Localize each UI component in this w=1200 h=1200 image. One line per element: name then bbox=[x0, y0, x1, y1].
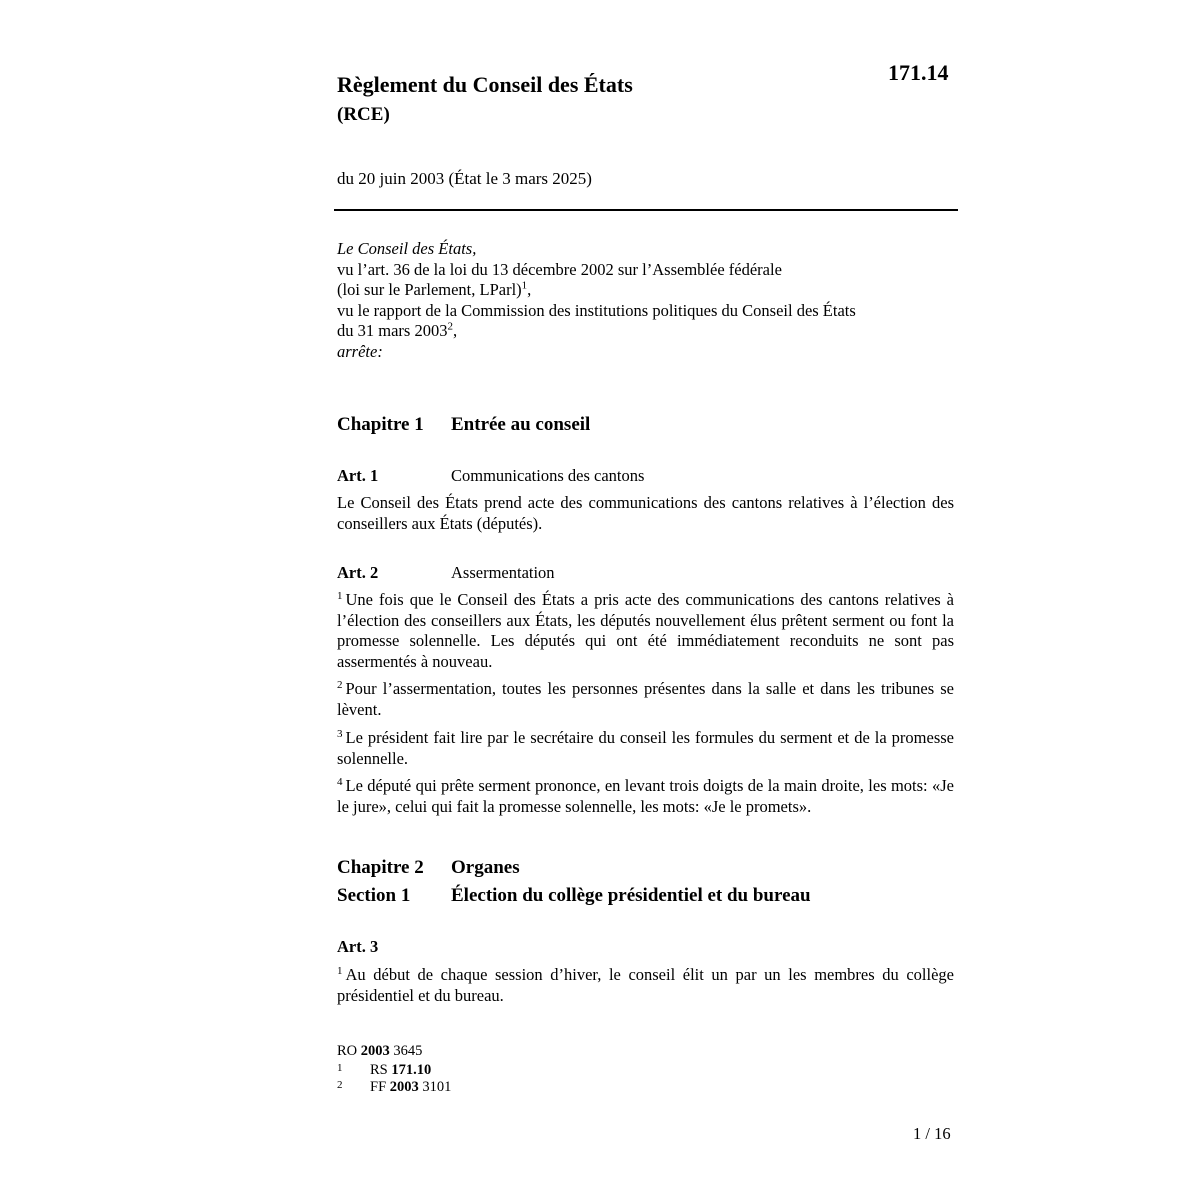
paragraph-text: Le président fait lire par le secrétaire du conseil les formules du serment et de la promesse solennelle. bbox=[337, 728, 954, 768]
preamble-punct: , bbox=[452, 321, 458, 340]
preamble-authority: Le Conseil des États, bbox=[337, 239, 477, 258]
paragraph-text: Au début de chaque session d’hiver, le conseil élit un par un les membres du collège présidentiel et du bureau. bbox=[337, 965, 954, 1005]
footnote-prefix: FF bbox=[370, 1079, 387, 1095]
document-title: Règlement du Conseil des États bbox=[337, 72, 633, 97]
article-heading bbox=[337, 563, 555, 583]
ro-reference bbox=[337, 1043, 422, 1060]
paragraph-number: 3 bbox=[337, 727, 343, 740]
document-date-status: du 20 juin 2003 (État le 3 mars 2025) bbox=[337, 169, 592, 188]
preamble-decree: arrête: bbox=[337, 341, 383, 361]
preamble-line: vu l’art. 36 de la loi du 13 décembre 2002 sur l’Assemblée fédérale bbox=[337, 259, 782, 279]
footnote bbox=[337, 1062, 431, 1079]
paragraph-text: Le député qui prête serment prononce, en levant trois doigts de la main droite, les mots: «Je le jure», celui qui fait la promesse solennelle, les mots: «Je le promets». bbox=[337, 776, 954, 816]
ro-prefix: RO bbox=[337, 1043, 358, 1059]
article-number: Art. 1 bbox=[337, 466, 379, 485]
article-paragraph bbox=[337, 776, 954, 817]
paragraph-number: 1 bbox=[337, 589, 343, 602]
footnote-number: 1 bbox=[337, 1062, 343, 1074]
chapter-title: Entrée au conseil bbox=[451, 414, 591, 435]
footnote-page: 3101 bbox=[422, 1079, 452, 1095]
ro-page: 3645 bbox=[393, 1043, 423, 1059]
page-number: 1 / 16 bbox=[913, 1124, 951, 1143]
chapter-label: Chapitre 2 bbox=[337, 857, 424, 878]
footnote bbox=[337, 1079, 451, 1096]
preamble-text: du 31 mars 2003 bbox=[337, 321, 448, 340]
article-title: Communications des cantons bbox=[451, 466, 645, 485]
footnote-year: 2003 bbox=[389, 1079, 419, 1095]
article-number: Art. 2 bbox=[337, 563, 379, 582]
footnote-ref-number: 171.10 bbox=[391, 1062, 432, 1078]
footnote-prefix: RS bbox=[370, 1062, 388, 1078]
article-paragraph bbox=[337, 965, 954, 1006]
preamble bbox=[337, 239, 957, 362]
chapter-label: Chapitre 1 bbox=[337, 414, 424, 435]
preamble-punct: , bbox=[527, 280, 532, 299]
paragraph-text: Une fois que le Conseil des États a pris acte des communications des cantons relatives à l’élection des conseillers aux États, les députés nouvellement élus prêtent serment ou font la promesse solennelle. Les députés qui ont été immédiatement reconduits ne sont pas assermentés à nouveau. bbox=[337, 590, 954, 671]
article-heading bbox=[337, 466, 644, 486]
article-title: Assermentation bbox=[451, 563, 555, 582]
chapter-title: Organes bbox=[451, 857, 520, 878]
section-heading bbox=[337, 885, 811, 907]
paragraph-number: 2 bbox=[337, 678, 343, 691]
preamble-line bbox=[337, 280, 957, 301]
preamble-line bbox=[337, 321, 957, 342]
preamble-text: (loi sur le Parlement, LParl) bbox=[337, 280, 522, 299]
article-paragraph bbox=[337, 679, 954, 720]
article-paragraph: Le Conseil des États prend acte des communications des cantons relatives à l’élection des conseillers aux États (députés). bbox=[337, 493, 954, 533]
chapter-heading bbox=[337, 857, 520, 879]
section-label: Section 1 bbox=[337, 885, 411, 906]
footnote-ref[interactable]: 2 bbox=[447, 320, 453, 333]
article-number: Art. 3 bbox=[337, 937, 379, 956]
paragraph-number: 1 bbox=[337, 964, 343, 977]
paragraph-number: 4 bbox=[337, 775, 343, 788]
sr-number: 171.14 bbox=[888, 60, 949, 85]
footnote-ref[interactable]: 1 bbox=[521, 279, 528, 292]
preamble-line: vu le rapport de la Commission des institutions politiques du Conseil des États bbox=[337, 300, 856, 320]
paragraph-text: Pour l’assermentation, toutes les personnes présentes dans la salle et dans les tribunes se lèvent. bbox=[337, 679, 954, 719]
header-divider bbox=[334, 209, 958, 211]
article-paragraph bbox=[337, 728, 954, 769]
article-heading bbox=[337, 937, 451, 957]
chapter-heading bbox=[337, 414, 590, 436]
document-abbreviation: (RCE) bbox=[337, 104, 390, 125]
article-paragraph bbox=[337, 590, 954, 672]
section-title: Élection du collège présidentiel et du bureau bbox=[451, 885, 811, 906]
ro-year: 2003 bbox=[360, 1043, 390, 1059]
footnote-number: 2 bbox=[337, 1079, 343, 1091]
